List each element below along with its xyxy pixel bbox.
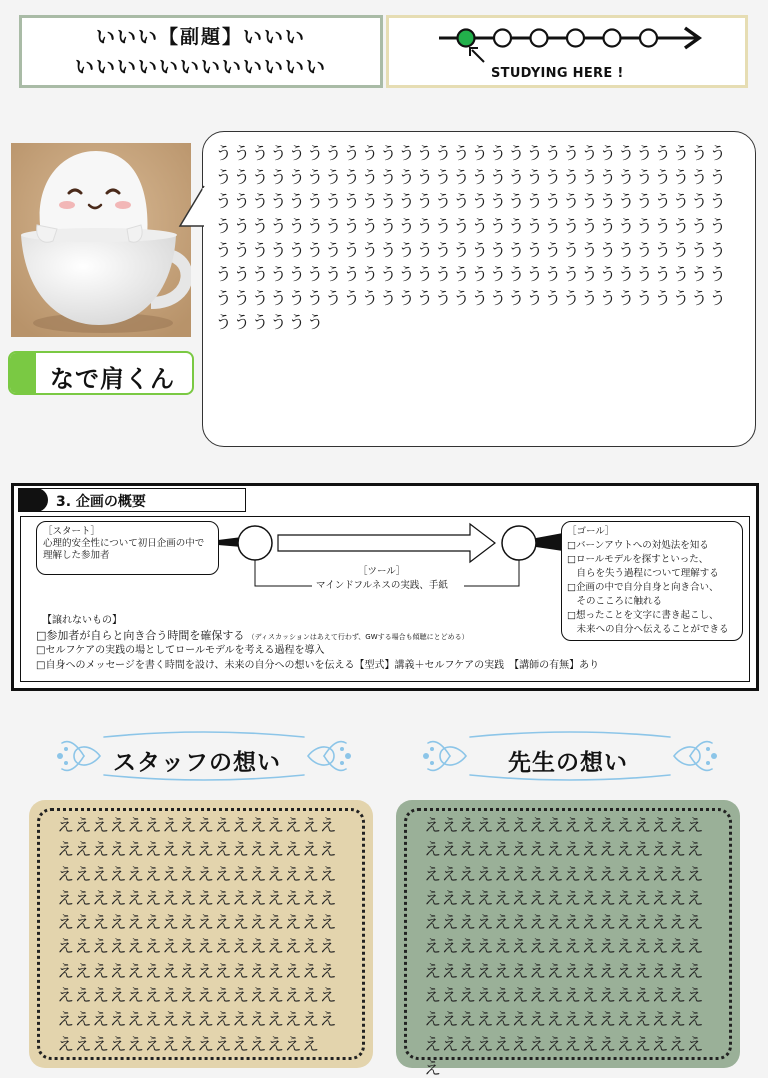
progress-step [640, 30, 657, 47]
musts-item-1: □参加者が自らと向き合う時間を確保する [36, 628, 245, 642]
progress-step [531, 30, 548, 47]
goal-line: □ロールモデルを探すといった、 [567, 554, 709, 565]
goal-line: □企画の中で自分自身と向き合い、 [567, 582, 719, 593]
progress-step-current [458, 30, 475, 47]
progress-step [494, 30, 511, 47]
teacher-thoughts-text: えええええええええええええええええええええええええええええええええええええええええええええええええええええええええええええええええええええええええええええええええええええええええええええええええええええええええええええええええええええええええええええええええええええええええええええええええええええええええええええええええ [424, 816, 704, 1078]
musts-item-3: □自身へのメッセージを書く時間を設け、未来の自分への想いを伝える【型式】講義＋セルフケアの実践 【講師の有無】あり [36, 659, 600, 671]
staff-thoughts-panel [29, 800, 373, 1068]
musts-item-1-note: （ディスカッションはあえて行わず、GWする場合も傾聴にとどめる） [247, 632, 469, 641]
heading-marker [18, 488, 48, 512]
goal-line: □バーンアウトへの対処法を知る [567, 540, 709, 551]
tool-label: ［ツール］ [358, 566, 406, 577]
musts-item-2: □セルフケアの実践の場としてロールモデルを考える過程を導入 [36, 645, 325, 656]
start-line-2: 理解した参加者 [43, 550, 110, 561]
title-line-1: いいい【副題】いいい [95, 25, 306, 48]
musts-label: 【譲れないもの】 [42, 615, 122, 626]
goal-line: そのこころに触れる [567, 596, 663, 607]
goal-label: ［ゴール］ [567, 526, 615, 537]
teacher-thoughts-heading: 先生の想い [508, 750, 628, 776]
studying-here-label: STUDYING HERE ! [491, 66, 624, 81]
mascot-in-cup-image [11, 143, 191, 337]
character-name-tag [8, 351, 194, 395]
staff-thoughts-text: えええええええええええええええええええええええええええええええええええええええええええええええええええええええええええええええええええええええええええええええええええええええええええええええええええええええええええええええええええええええええええええええええええええええええええええええええええええええええええええええ [57, 816, 337, 1055]
progress-step [604, 30, 621, 47]
overview-heading-box [18, 488, 246, 512]
goal-line: □想ったことを文字に書き起こし、 [567, 610, 719, 621]
staff-thoughts-heading: スタッフの想い [113, 750, 281, 776]
start-box [36, 521, 219, 575]
character-name: なで肩くん [50, 365, 175, 393]
start-label: ［スタート］ [43, 526, 101, 537]
start-line-1: 心理的安全性について初日企画の中で [43, 538, 205, 549]
overview-heading: 3. 企画の概要 [56, 494, 146, 510]
name-tag-accent [10, 353, 36, 393]
title-box [19, 15, 383, 88]
goal-line: 自らを失う過程について理解する [567, 568, 719, 579]
title-line-2: いいいいいいいいいいいい [74, 55, 327, 78]
progress-step [567, 30, 584, 47]
non-negotiables [36, 614, 599, 673]
goal-line: 未来への自分へ伝えることができる [567, 624, 729, 635]
tool-value: マインドフルネスの実践、手紙 [316, 580, 448, 591]
teacher-thoughts-panel [396, 800, 740, 1078]
progress-tracker [386, 15, 748, 88]
speech-text: うううううううううううううううううううううううううううううううううううううううううううううううううううううううううううううううううううううううううううううううううううううううううううううううううううううううううううううううううううううううううううううううううううううううううううううううううううううううううううううううううううううううううううううううううううううううううううううううううううううううううう [215, 144, 728, 334]
